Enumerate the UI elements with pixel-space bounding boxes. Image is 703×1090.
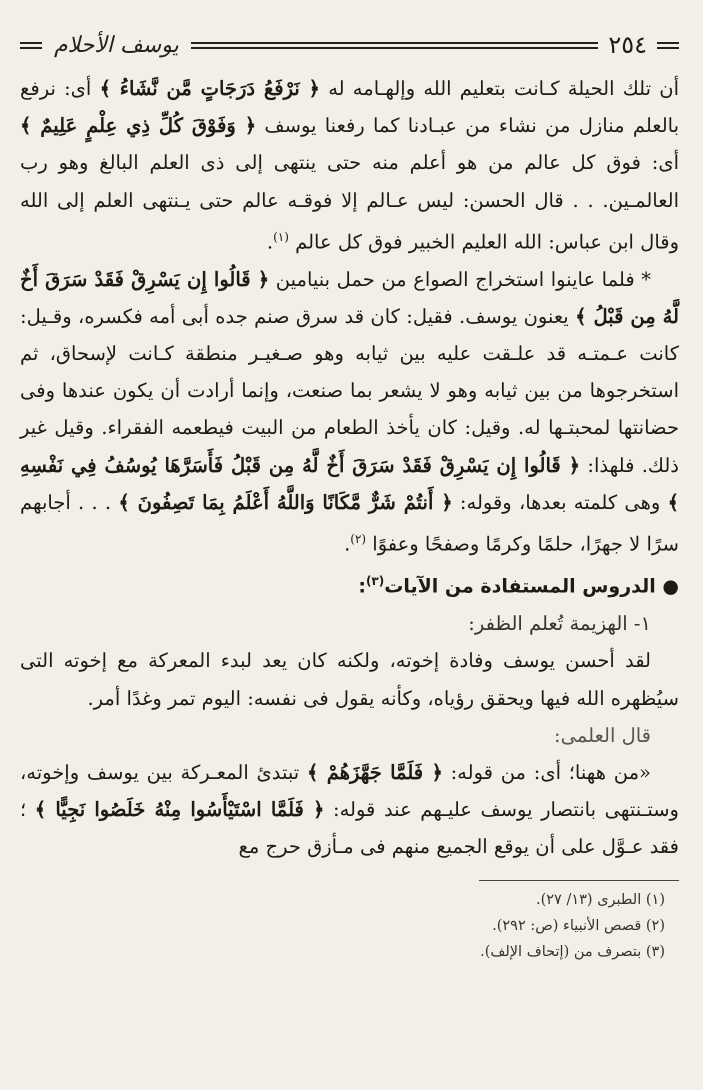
text-segment: ١- الهزيمة تُعلم الظفر: bbox=[468, 612, 651, 636]
text-segment: لقد أحسن يوسف وفادة إخوته، ولكنه كان يعد لبدء المعركة مع إخوته التى سيُظهره الله فيها ويحقق رؤياه، وكأنه يقول فى نفسه: اليوم تمر وغدًا أمر. bbox=[20, 649, 679, 710]
footnote-ref: (١) bbox=[273, 229, 289, 244]
text-segment: * فلما عاينوا استخراج الصواع من حمل بنيامين bbox=[269, 267, 651, 291]
text-segment: . bbox=[344, 532, 351, 556]
footnote: (٣) بتصرف من (إتحاف الإلف). bbox=[480, 943, 665, 960]
paragraph bbox=[20, 642, 679, 716]
text-segment: تبتدئ المعـركة بين يوسف وإخوته، وستـنتهى بانتصار يوسف عليـهم عند قوله: bbox=[20, 760, 679, 822]
paragraph bbox=[20, 70, 679, 261]
footnote-separator bbox=[479, 880, 679, 881]
text-segment: . bbox=[266, 230, 274, 254]
quran-quote: ﴿ وَفَوْقَ كُلِّ ذِي عِلْمٍ عَلِيمٌ ﴾ bbox=[20, 114, 257, 138]
footnote-ref: (٢) bbox=[350, 531, 367, 546]
text-segment: ● الدروس المستفادة من الآيات bbox=[384, 574, 679, 597]
quran-quote: ﴿ أَنتُمْ شَرٌّ مَّكَانًا وَاللَّهُ أَعْلَمُ بِمَا تَصِفُونَ ﴾ bbox=[118, 490, 453, 514]
subheading bbox=[20, 717, 679, 754]
section-heading bbox=[20, 563, 679, 606]
quran-quote: ﴿ قَالُوا إِن يَسْرِقْ فَقَدْ سَرَقَ أَخٌ لَّهُ مِن قَبْلُ فَأَسَرَّهَا يُوسُفُ فِي نَفْسِهِ ﴾ bbox=[20, 453, 680, 514]
footnote-ref: (٣) bbox=[365, 573, 385, 588]
text-segment: أى: فوق كل عالم من هو أعلم منه حتى ينتهى إلى ذى العلم البالغ وهو رب العالمـين. . . قال الحسن: ليس عـالم إلا فوقـه عالم حتى يـنتهى العلم إلى الله وقال ابن عباس: الله العليم الخبير فوق كل عالم bbox=[20, 151, 679, 254]
header-rule-short bbox=[20, 42, 42, 49]
quran-quote: ﴿ نَرْفَعُ دَرَجَاتٍ مَّن نَّشَاءُ ﴾ bbox=[99, 77, 320, 100]
footnote: (١) الطبرى (١٣/ ٢٧). bbox=[535, 891, 665, 908]
paragraph bbox=[20, 261, 679, 563]
main-text bbox=[20, 70, 679, 866]
text-segment: يعنون يوسف. فقيل: كان قد سرق صنم جده أبى أمه فكسره، وقـيل: كانت عـمتـه قد علـقت عليه بين ثيابه وهو صـغيـر منطقة كـانت لإسحاق، ثم استخرجوها من بين ثيابه وهو لا يشعر بما صنعت، وإنما أرادت أن يكون عندها وفى حضانتها لمحبتـها له. وقيل: كان يأخذ الطعام من البيت فيطعمه الفقراء. وقيل غير ذلك. فلهذا: bbox=[20, 304, 679, 477]
text-segment: : bbox=[358, 574, 366, 597]
text-segment: وهى كلمته بعدها، وقوله: bbox=[452, 490, 668, 514]
footnotes bbox=[20, 887, 679, 965]
text-segment: قال العلمى: bbox=[554, 723, 651, 747]
text-segment: أن تلك الحيلة كـانت بتعليم الله وإلهـامه له bbox=[319, 77, 679, 100]
subheading bbox=[20, 605, 679, 642]
page-header bbox=[20, 28, 679, 62]
footnote: (٢) قصص الأنبياء (ص: ٢٩٢). bbox=[492, 917, 665, 934]
header-rule-long bbox=[191, 42, 599, 49]
header-rule-short bbox=[657, 42, 679, 49]
text-segment: . . . أجابهم سرًا لا جهرًا، حلمًا وكرمًا وصفحًا وعفوًا bbox=[20, 490, 679, 556]
quran-quote: ﴿ فَلَمَّا جَهَّزَهُمْ ﴾ bbox=[306, 760, 443, 784]
page-number: ٢٥٤ bbox=[608, 31, 647, 59]
paragraph bbox=[20, 754, 679, 866]
quran-quote: ﴿ قَالُوا إِن يَسْرِقْ فَقَدْ سَرَقَ أَخٌ لَّهُ مِن قَبْلُ ﴾ bbox=[20, 267, 679, 328]
text-segment: أى: نرفع بالعلم منازل من نشاء من عبـادنا كما رفعنا يوسف bbox=[20, 77, 680, 138]
text-segment: ؛ فقد عـوَّل على أن يوقع الجميع منهم فى مـأزق حرج مع bbox=[20, 798, 679, 859]
running-title: يوسف الأحلام bbox=[54, 32, 179, 58]
quran-quote: ﴿ فَلَمَّا اسْتَيْأَسُوا مِنْهُ خَلَصُوا نَجِيًّا ﴾ bbox=[34, 798, 325, 822]
text-segment: «من ههنا؛ أى: من قوله: bbox=[442, 760, 651, 784]
